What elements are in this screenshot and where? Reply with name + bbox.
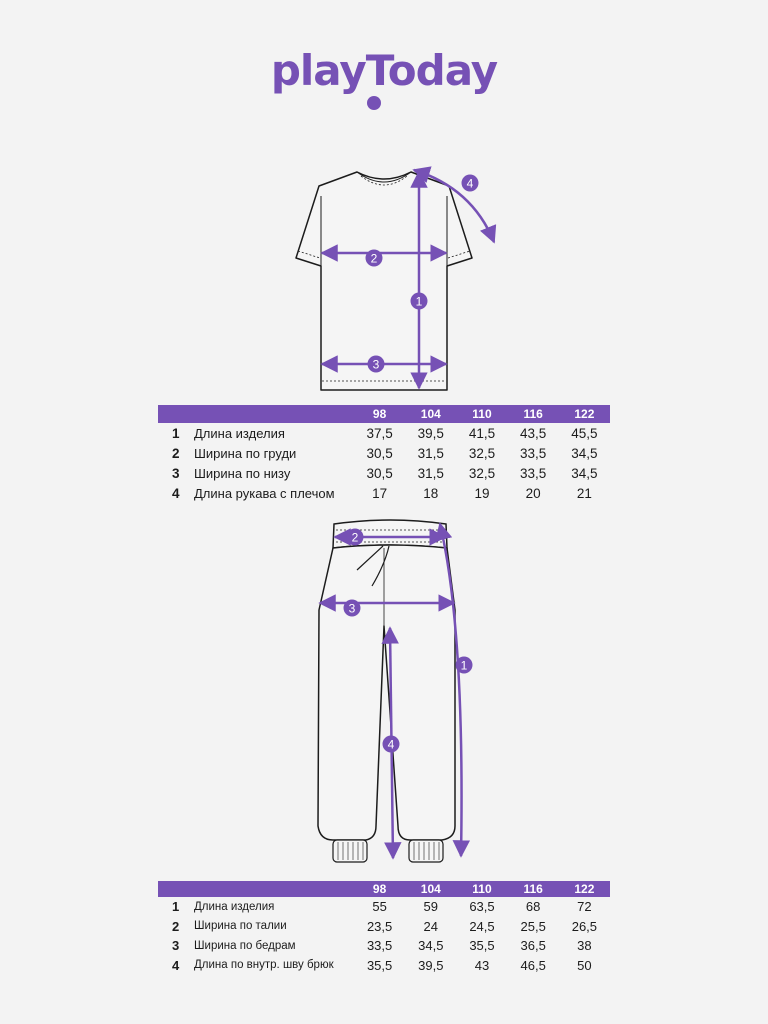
tshirt-marker-2 [366, 250, 383, 267]
table-cell: 24 [423, 918, 439, 934]
table-cell: 34,5 [571, 445, 598, 461]
size-col-header: 98 [372, 882, 387, 896]
table-row [158, 483, 610, 503]
table-cell: 21 [576, 485, 592, 501]
table-cell: 43,5 [520, 425, 547, 441]
svg-text:3: 3 [372, 357, 380, 372]
table-row [158, 423, 610, 443]
table-cell: 32,5 [468, 445, 496, 461]
svg-text:2: 2 [370, 251, 378, 266]
table-cell: 32,5 [468, 465, 496, 481]
row-number: 2 [172, 918, 180, 934]
row-label: Длина изделия [194, 900, 275, 913]
pants-marker-4 [383, 736, 400, 753]
table-cell: 26,5 [571, 918, 598, 934]
table-cell: 46,5 [520, 957, 546, 973]
row-number: 1 [172, 899, 180, 915]
table-row [158, 443, 610, 463]
table-cell: 63,5 [469, 899, 495, 915]
table-cell: 45,5 [571, 425, 598, 441]
row-label: Длина по внутр. шву брюк [194, 959, 334, 972]
row-number: 2 [172, 445, 180, 461]
row-number: 3 [172, 938, 180, 954]
table-cell: 33,5 [366, 938, 393, 954]
tshirt-marker-1 [411, 293, 428, 310]
table-cell: 31,5 [417, 445, 444, 461]
table-cell: 19 [474, 485, 490, 501]
size-col-header: 122 [574, 407, 595, 421]
table-cell: 68 [525, 899, 541, 915]
size-col-header: 116 [523, 882, 543, 896]
table-row [158, 463, 610, 483]
row-number: 3 [172, 465, 180, 481]
svg-text:1: 1 [415, 294, 423, 309]
row-label: Ширина по бедрам [194, 939, 296, 952]
tshirt-drawing [0, 0, 768, 405]
tshirt-outline [296, 172, 472, 390]
table-row [158, 917, 610, 937]
pants-size-table [158, 881, 610, 975]
pants-drawing [0, 510, 768, 870]
table-cell: 39,5 [417, 425, 444, 441]
size-col-header: 110 [472, 407, 492, 421]
tshirt-size-table [158, 405, 610, 503]
table-cell: 41,5 [468, 425, 496, 441]
table-cell: 33,5 [520, 445, 547, 461]
row-label: Ширина по талии [194, 920, 287, 933]
table-cell: 50 [577, 957, 592, 973]
pants-marker-3 [344, 600, 361, 617]
table-cell: 55 [372, 899, 387, 915]
table-cell: 24,5 [469, 918, 495, 934]
row-number: 1 [172, 425, 180, 441]
table-cell: 17 [372, 485, 388, 501]
table-cell: 18 [423, 485, 439, 501]
row-label: Ширина по низу [194, 465, 291, 481]
table-row [158, 936, 610, 956]
table-cell: 35,5 [366, 957, 393, 973]
table-cell: 72 [577, 899, 592, 915]
row-number: 4 [172, 957, 180, 973]
size-col-header: 110 [472, 882, 492, 896]
table-cell: 33,5 [520, 465, 547, 481]
table-cell: 43 [474, 957, 490, 973]
svg-text:3: 3 [348, 601, 356, 616]
table-cell: 37,5 [366, 425, 393, 441]
svg-text:1: 1 [460, 658, 468, 673]
table-cell: 38 [577, 938, 592, 954]
table-cell: 30,5 [366, 465, 393, 481]
table-cell: 31,5 [417, 465, 444, 481]
size-col-header: 98 [372, 407, 387, 421]
table-cell: 34,5 [571, 465, 598, 481]
table-cell: 25,5 [520, 918, 546, 934]
svg-text:4: 4 [466, 176, 474, 191]
brand-logo: playToday [270, 46, 498, 95]
table-cell: 30,5 [366, 445, 393, 461]
table-cell: 35,5 [469, 938, 495, 954]
tshirt-size-header [158, 405, 610, 423]
table-cell: 34,5 [418, 938, 444, 954]
svg-text:4: 4 [387, 737, 395, 752]
table-cell: 23,5 [366, 918, 393, 934]
pants-marker-2 [347, 529, 364, 546]
table-cell: 59 [423, 899, 439, 915]
pants-size-header [158, 881, 610, 897]
row-label: Длина рукава с плечом [194, 485, 335, 501]
pants-marker-1 [456, 657, 473, 674]
tshirt-marker-4 [462, 175, 479, 192]
tshirt-marker-3 [368, 356, 385, 373]
size-col-header: 104 [420, 882, 441, 896]
size-col-header: 122 [574, 882, 595, 896]
row-number: 4 [172, 485, 180, 501]
pants-outline [318, 545, 455, 840]
row-label: Ширина по груди [194, 445, 297, 461]
size-col-header: 104 [420, 407, 441, 421]
row-label: Длина изделия [194, 425, 285, 441]
size-col-header: 116 [523, 407, 543, 421]
table-row [158, 956, 610, 976]
table-cell: 39,5 [418, 957, 444, 973]
table-cell: 36,5 [520, 938, 546, 954]
table-cell: 20 [525, 485, 541, 501]
svg-text:2: 2 [351, 530, 359, 545]
table-row [158, 897, 610, 917]
